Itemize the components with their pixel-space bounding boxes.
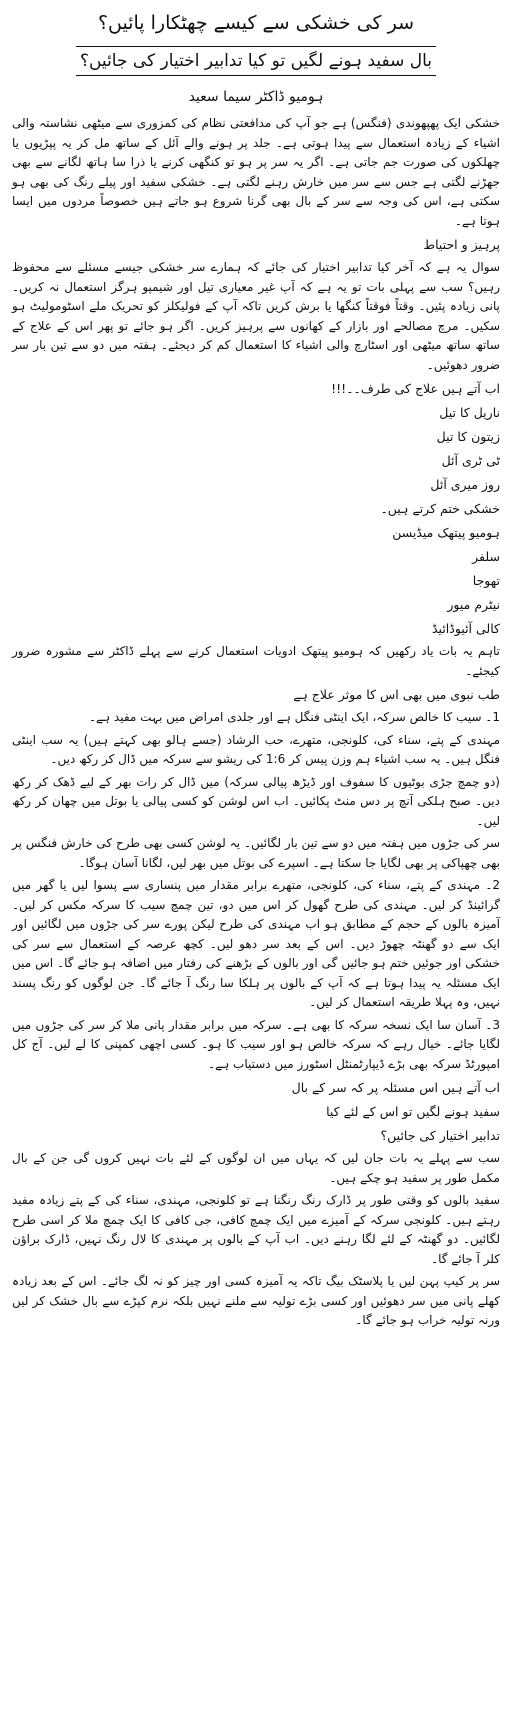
article-subtitle: بال سفید ہونے لگیں تو کیا تدابیر اختیار کی جائیں؟: [76, 46, 436, 76]
article-line: زیتون کا تیل: [436, 429, 500, 444]
article-line: ناریل کا تیل: [439, 405, 500, 420]
article-title: سر کی خشکی سے کیسے چھٹکارا پائیں؟: [97, 12, 415, 34]
article-paragraph: سب سے پہلے یہ بات جان لیں کہ یہاں میں ان لوگوں کے لئے بات نہیں کروں گی جن کے بال مکمل طور پر سفید ہو چکے ہیں۔: [12, 1151, 500, 1185]
article-paragraph: 1۔ سیب کا خالص سرکہ، ایک اینٹی فنگل ہے اور جلدی امراض میں بہت مفید ہے۔: [89, 710, 500, 724]
article-paragraph: سر پر کیپ پہن لیں یا پلاسٹک بیگ تاکہ یہ آمیزہ کسی اور چیز کو نہ لگ جائے۔ اس کے بعد زیادہ کھلے پانی میں سر دھوئیں اور کسی بڑے تولیہ سے ملنے نہیں بلکہ نرم کپڑے سے بال خشک کر لیں ورنہ تولیہ خراب ہو جائے گا۔: [12, 1274, 500, 1327]
article-line: اب آتے ہیں اس مسئلہ پر کہ سر کے بال: [291, 1080, 500, 1095]
article-line: تھوجا: [472, 573, 500, 588]
article-paragraph: 3۔ آسان سا ایک نسخہ سرکہ کا بھی ہے۔ سرکہ میں برابر مقدار پانی ملا کر سر کی جڑوں میں لگایا جائے۔ خیال رہے کہ سرکہ خالص ہو اور سیب کا ہو۔ کسی اچھی کمپنی کا لے لیں۔ آج کل امپورٹڈ سرکہ بھی بڑے ڈیپارٹمنٹل اسٹورز میں دستیاب ہے۔: [12, 1017, 500, 1071]
article-author: ہومیو ڈاکٹر سیما سعید: [188, 89, 324, 105]
article-paragraph: (دو چمچ جڑی بوٹیوں کا سفوف اور ڈیڑھ پیالی سرکہ) میں ڈال کر رات بھر کے لیے ڈھک کر رکھ دیں۔ صبح ہلکی آنچ پر دس منٹ پکائیں۔ اب اس لوشن کو کسی پیالی یا بوتل میں چھان کر رکھ لیں۔: [12, 774, 500, 828]
article-header: [12, 10, 500, 108]
article-body: [12, 114, 500, 1331]
article-line: ٹی ٹری آئل: [441, 453, 500, 468]
article-paragraph: مہندی کے پتے، سناء کی، کلونجی، متھرے، حب الرشاد (جسے ہالو بھی کہتے ہیں) یہ سب اینٹی فنگل ہیں۔ یہ سب اشیاء ہم وزن پیس کر 1:6 کی ریشو سے سرکہ میں ڈال کر رکھ دیں۔: [12, 732, 500, 766]
article-paragraph: سفید بالوں کو وقتی طور پر ڈارک رنگ رنگنا ہے تو کلونجی، مہندی، سناء کی کے پتے زیادہ مفید رہتے ہیں۔ کلونجی سرکہ کے آمیزے میں ایک چمچ کافی، جی کافی کا ایک چمچ ملا کر اسی طرح لگائیں۔ دو گھنٹہ کے لئے لگا رہنے دیں۔ اب آپ کے بالوں پر مہندی کا لال رنگ نہیں، ڈارک براؤن کلر آ جائے گا۔: [12, 1193, 500, 1266]
article-line: ہومیو پیتھک میڈیسن: [392, 525, 500, 540]
article-line: پرہیز و احتیاط: [423, 237, 500, 252]
article-line: نیٹرم میور: [447, 597, 500, 612]
article-line: کالی آئیوڈائیڈ: [432, 621, 500, 636]
article-paragraph: سر کی جڑوں میں ہفتہ میں دو سے تین بار لگائیں۔ یہ لوشن کسی بھی طرح کی خارش فنگس پر بھی چھپاکی پر بھی لگایا جا سکتا ہے۔ اسپرے کی بوتل میں بھر لیں، لگانا آسان ہوگا۔: [12, 836, 500, 870]
article-line: سفید ہونے لگیں تو اس کے لئے کیا: [326, 1104, 500, 1119]
article-paragraph: تاہم یہ بات یاد رکھیں کہ ہومیو پیتھک ادویات استعمال کرنے سے پہلے ڈاکٹر سے مشورہ ضرور کیجئے۔: [12, 644, 500, 678]
article-line: تدابیر اختیار کی جائیں؟: [380, 1128, 500, 1143]
article-paragraph: 2۔ مہندی کے پتے، سناء کی، کلونجی، متھرے برابر مقدار میں پنساری سے پسوا لیں یا گھر میں گرائینڈ کر لیں۔ مہندی کی طرح گھول کر اس میں دو، تین چمچ سیب کا سرکہ مکس کر لیں۔ آمیزہ بالوں کے حجم کے مطابق ہو اب مہندی کی طرح لیکن پورے سر کی جڑوں میں لگائیں اور ایک سے دو گھنٹہ چھوڑ دیں۔ اس کے بعد سر دھو لیں۔ کچھ عرصہ کے استعمال سے سر کی خشکی اور جوئیں ختم ہو جائیں گی اور بالوں کے بڑھنے کی رفتار میں اضافہ ہو جائے گا۔ اس میں ایک مسئلہ یہ پیدا ہوتا ہے کہ آپ کے بالوں پر ہلکا سا رنگ آ جائے گا۔ جن لوگوں کو رنگ پسند نہیں، وہ پہلا طریقہ استعمال کر لیں۔: [12, 878, 500, 1009]
article-line: روز میری آئل: [430, 477, 500, 492]
article-line: اب آتے ہیں علاج کی طرف۔۔!!!: [331, 381, 500, 396]
article-paragraph: خشکی ایک پھپھوندی (فنگس) ہے جو آپ کی مدافعتی نظام کی کمزوری سے میٹھی نشاستہ والی اشیاء کے زیادہ استعمال سے پیدا ہوتی ہے۔ جلد پر ہونے والے آئل کے ساتھ مل کر یہ پپڑیوں یا چھلکوں کی صورت جم جاتی ہے۔ اگر یہ سر پر ہو تو کنگھی کرنے یا ذرا سا ہاتھ لگانے سے بھی جھڑنے لگتی ہے جس سے سر میں خارش رہنے لگتی ہے۔ خشکی سفید اور پیلے رنگ کی بھی ہو سکتی ہے، اس کی وجہ سے سر کے بال بھی گرنا شروع ہو جاتے ہیں خصوصاً مردوں میں ایسا ہوتا ہے۔: [12, 116, 500, 228]
article-line: خشکی ختم کرتے ہیں۔: [380, 501, 500, 516]
article-line: طب نبوی میں بھی اس کا موثر علاج ہے: [293, 687, 500, 702]
article-paragraph: سوال یہ ہے کہ آخر کیا تدابیر اختیار کی جائے کہ ہمارے سر خشکی جیسے مسئلے سے محفوظ رہیں؟ سب سے پہلی بات تو یہ ہے کہ آپ غیر معیاری تیل اور شیمپو ہرگز استعمال نہ کریں۔ پانی زیادہ پئیں۔ وقتاً فوقتاً کنگھا یا برش کریں تاکہ آپ کے فولیکلز کو تحریک ملے اسٹومولیٹ ہو سکیں۔ مرچ مصالحے اور بازار کے کھانوں سے پرہیز کریں۔ اگر ہو جائے تو پھر اس کے علاج کے ساتھ ساتھ میٹھی اور اسٹارچ والی اشیاء کا استعمال کم کر دیجئے۔ ہفتہ میں دو سے تین بار سر ضرور دھوئیں۔: [12, 260, 500, 372]
article-line: سلفر: [472, 549, 500, 564]
